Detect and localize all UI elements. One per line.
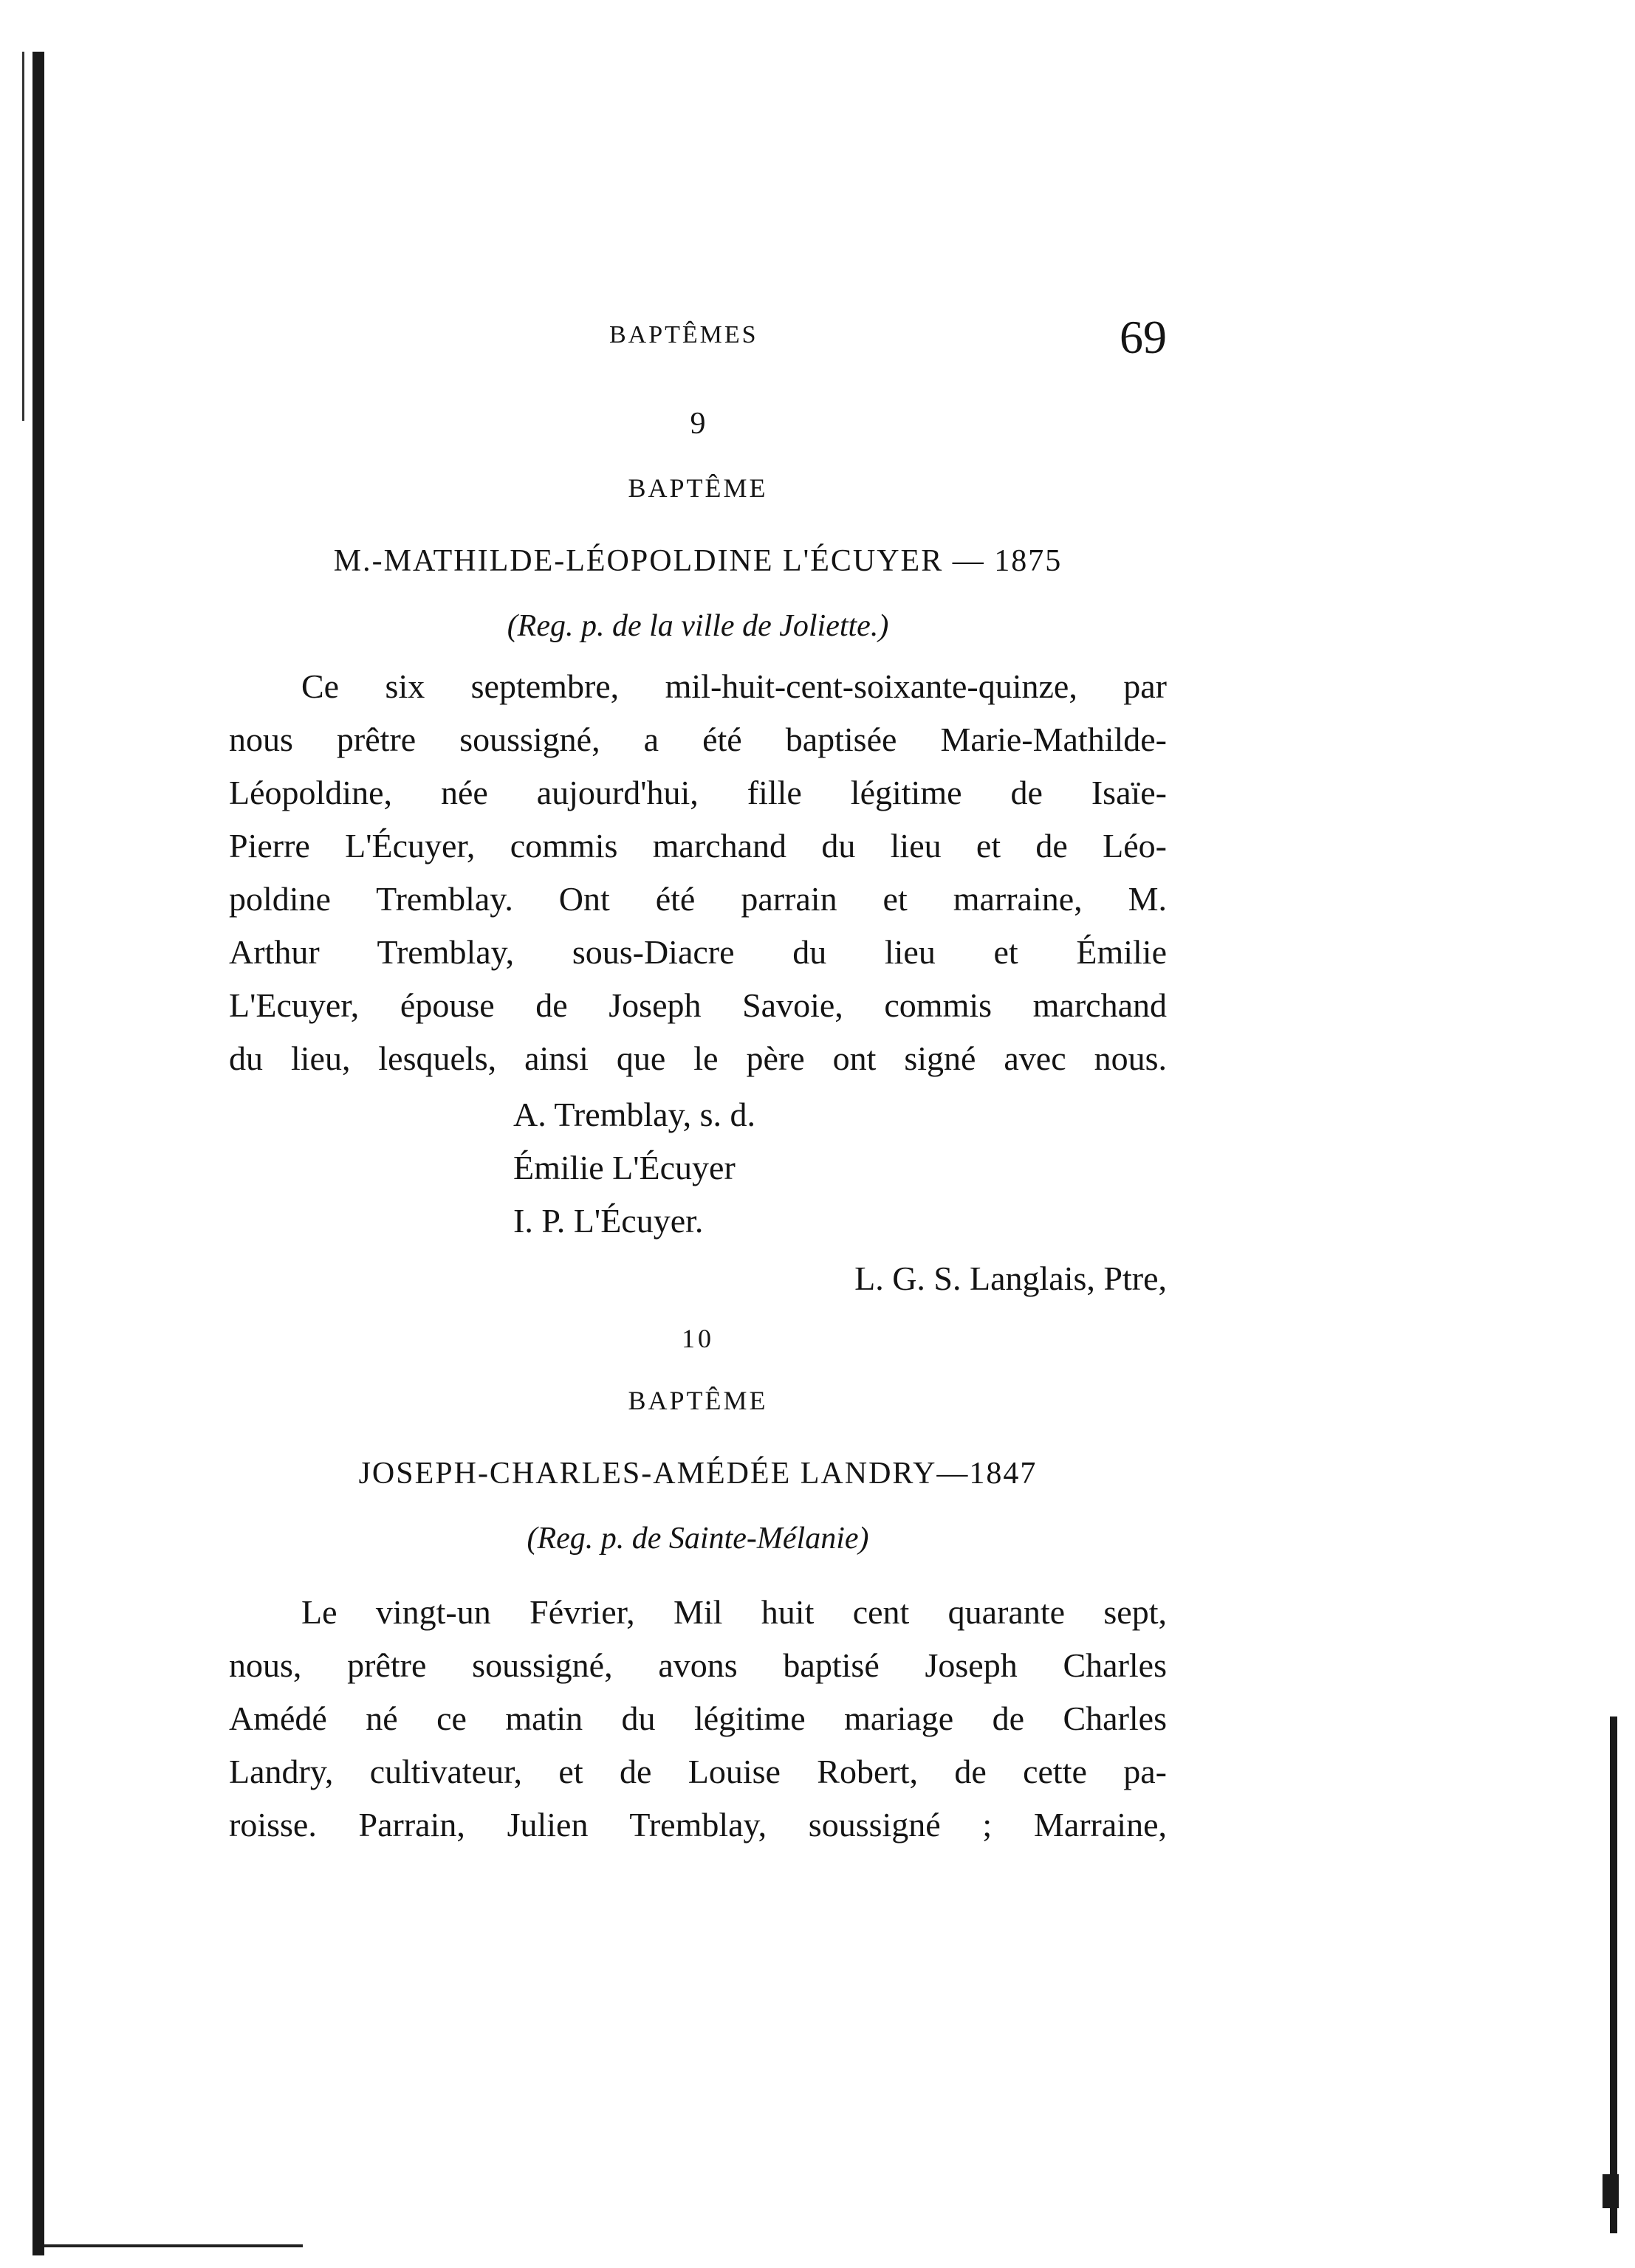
scan-edge-left-thin xyxy=(22,52,24,421)
register-reference: (Reg. p. de la ville de Joliette.) xyxy=(507,609,889,643)
entry-paragraph xyxy=(229,660,1167,1085)
officiant-signature: L. G. S. Langlais, Ptre, xyxy=(854,1260,1167,1297)
paragraph-line: roisse. Parrain, Julien Tremblay, soussigné ; Marraine, xyxy=(229,1806,1167,1843)
signature: A. Tremblay, s. d. xyxy=(513,1096,755,1133)
baptism-entry xyxy=(229,1323,1167,1852)
paragraph-line: nous prêtre soussigné, a été baptisée Marie-Mathilde- xyxy=(229,721,1167,758)
scan-edge-right-block xyxy=(1603,2174,1619,2208)
signature: Émilie L'Écuyer xyxy=(513,1149,736,1186)
paragraph-line: du lieu, lesquels, ainsi que le père ont signé avec nous. xyxy=(229,1040,1167,1077)
paragraph-line: Amédé né ce matin du légitime mariage de Charles xyxy=(229,1700,1167,1737)
paragraph-line: Landry, cultivateur, et de Louise Robert, de cette pa- xyxy=(229,1753,1167,1790)
signature-block xyxy=(229,1088,1167,1305)
paragraph-line: L'Ecuyer, épouse de Joseph Savoie, commis marchand xyxy=(229,986,1167,1024)
paragraph-line: Pierre L'Écuyer, commis marchand du lieu et de Léo- xyxy=(229,827,1167,865)
scan-edge-right xyxy=(1610,1717,1617,2233)
page-number: 69 xyxy=(1120,311,1167,363)
scan-edge-bottom xyxy=(44,2244,303,2247)
book-page xyxy=(229,310,1167,1852)
entry-person: JOSEPH-CHARLES-AMÉDÉE LANDRY—1847 xyxy=(358,1457,1038,1491)
scan-edge-left xyxy=(32,52,44,2255)
paragraph-line: Le vingt-un Février, Mil huit cent quarante sept, xyxy=(301,1593,1167,1631)
running-head xyxy=(229,310,1167,377)
entry-number: 9 xyxy=(690,407,706,441)
paragraph-line: Léopoldine, née aujourd'hui, fille légitime de Isaïe- xyxy=(229,774,1167,811)
running-title: BAPTÊMES xyxy=(609,321,758,348)
baptism-entry xyxy=(229,406,1167,1305)
paragraph-line: nous, prêtre soussigné, avons baptisé Joseph Charles xyxy=(229,1646,1167,1684)
entry-heading: BAPTÊME xyxy=(628,473,768,503)
paragraph-line: Arthur Tremblay, sous-Diacre du lieu et Émilie xyxy=(229,933,1167,971)
entry-heading: BAPTÊME xyxy=(628,1386,768,1415)
paragraph-line: Ce six septembre, mil-huit-cent-soixante-quinze, par xyxy=(301,667,1167,705)
register-reference: (Reg. p. de Sainte-Mélanie) xyxy=(527,1522,869,1556)
signature: I. P. L'Écuyer. xyxy=(513,1202,704,1240)
entry-paragraph xyxy=(229,1586,1167,1852)
entry-number: 10 xyxy=(682,1324,714,1353)
entry-person: M.-MATHILDE-LÉOPOLDINE L'ÉCUYER — 1875 xyxy=(333,544,1063,578)
paragraph-line: poldine Tremblay. Ont été parrain et marraine, M. xyxy=(229,880,1167,918)
